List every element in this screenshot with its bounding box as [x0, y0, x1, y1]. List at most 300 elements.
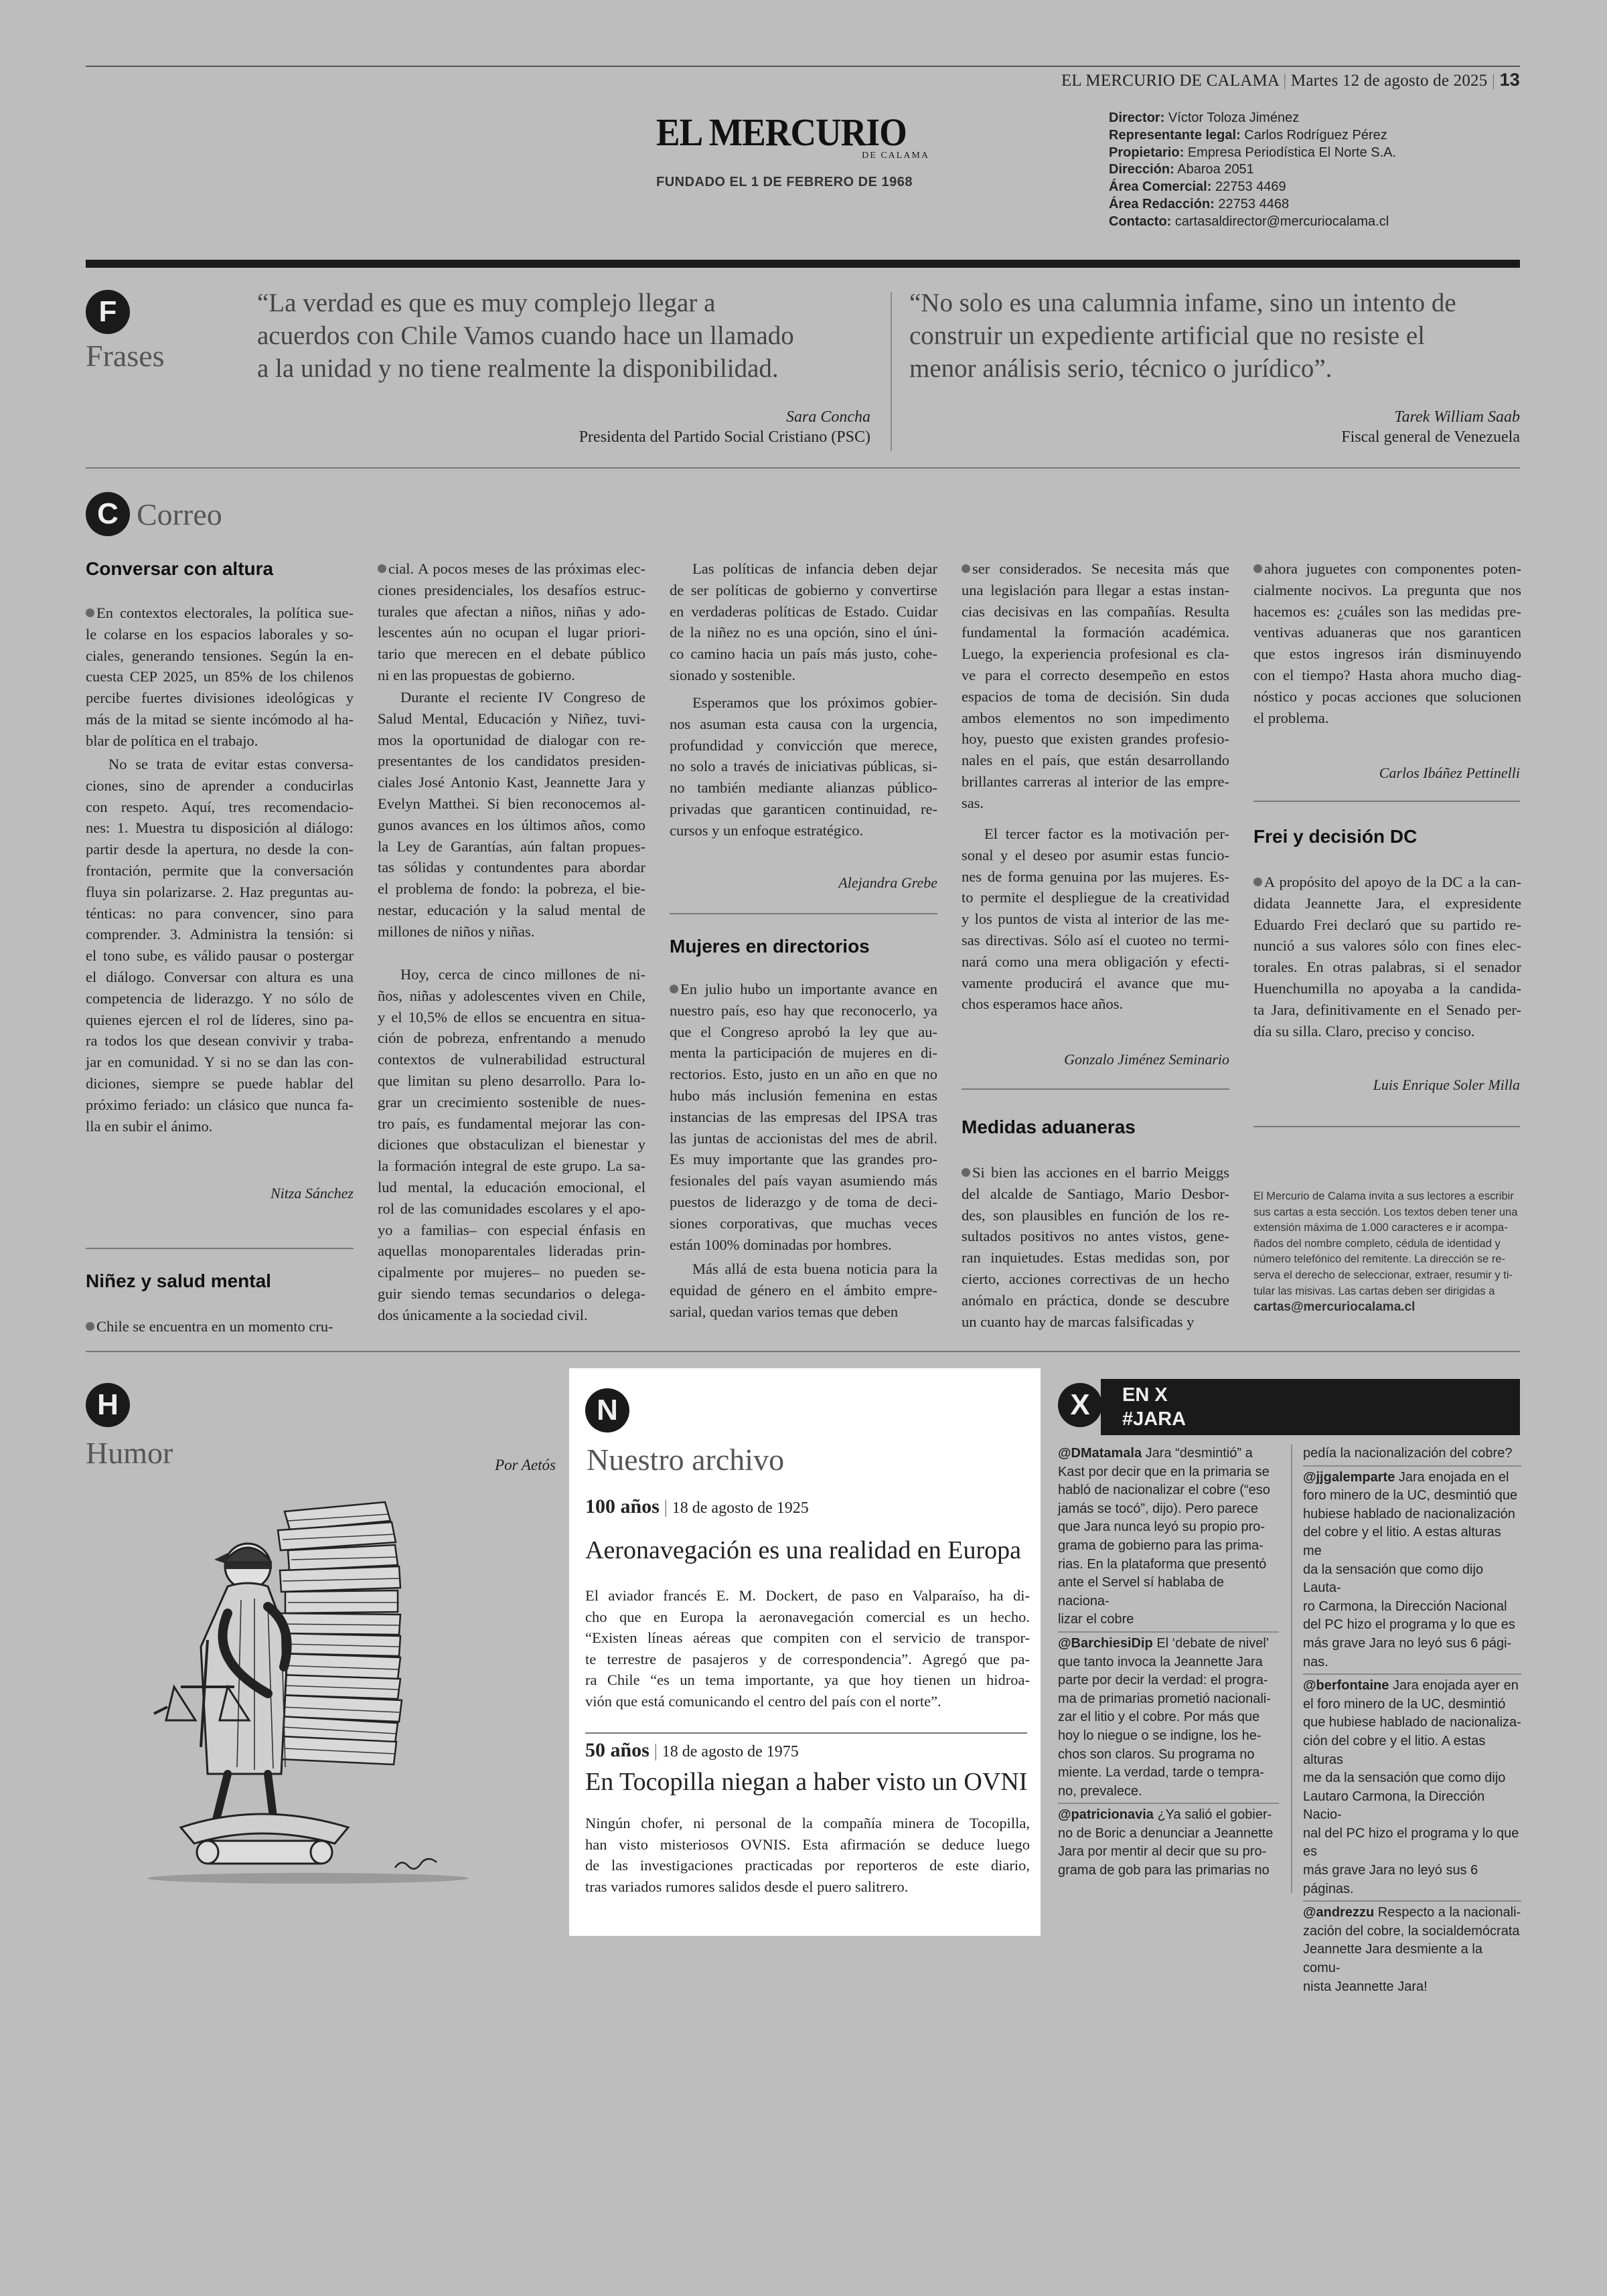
text-line: En julio hubo un importante avance en: [670, 979, 937, 1000]
x-title: [1122, 1383, 1186, 1431]
letter-body: [962, 823, 1229, 1015]
text-line: fundamental la formación académica.: [962, 624, 1229, 641]
text-line: que estos ingresos irán disminuyendo: [1253, 645, 1521, 663]
bullet-dot-icon: [670, 985, 678, 993]
x-posts-right: [1303, 1445, 1521, 1996]
bullet-dot-icon: [962, 1168, 970, 1177]
running-paper: EL MERCURIO DE CALAMA: [1061, 72, 1279, 90]
text-line: más de la mitad se siente incómodo al ha-: [86, 710, 354, 728]
archive-item-1-title: Aeronavegación es una realidad en Europa: [585, 1536, 1021, 1564]
correo-label: Correo: [137, 497, 222, 531]
bullet-dot-icon: [1253, 878, 1262, 886]
text-line: competencia de liderazgo. Y no sólo de: [86, 989, 354, 1007]
text-line: presentantes de los candidatos presiden-: [378, 752, 645, 770]
text-line: con el tiempo? Hasta ahora mucho diag-: [1253, 666, 1521, 683]
text-line: ciales, generando tensiones. Según la en-: [86, 647, 354, 664]
archive-label: Nuestro archivo: [587, 1443, 785, 1477]
x-handle-link[interactable]: @patricionavia: [1058, 1807, 1158, 1823]
quote-line: acuerdos con Chile Vamos cuando hace un llamado: [257, 321, 794, 350]
x-title-line-2: #JARA: [1122, 1408, 1187, 1430]
running-separator: |: [1283, 72, 1287, 90]
x-divider: [1291, 1445, 1292, 1893]
letter-heading-mujeres: Mujeres en directorios: [670, 936, 870, 957]
letter-separator: [86, 1248, 354, 1249]
archive-line: te terrestre de pasajeros y de correspondencia”. Agregó que pa-: [585, 1650, 1030, 1667]
text-line: nóstico y pocas acciones que solucionen: [1253, 687, 1521, 705]
text-line: quienes ejercen el rol de líderes, sino pa-: [86, 1011, 354, 1028]
x-post-line: nal del PC hizo el programa y lo que es: [1303, 1825, 1519, 1860]
x-post: [1303, 1904, 1521, 1996]
letter-body: [670, 1258, 937, 1322]
top-rule: [86, 66, 1520, 67]
text-line: siones corporativas, que muchas veces: [670, 1214, 937, 1232]
x-post: [1303, 1445, 1521, 1463]
x-post-line: da la sensación que como dijo Lauta-: [1303, 1562, 1484, 1596]
x-post-line: pedía la nacionalización del cobre?: [1303, 1446, 1513, 1461]
staff-email[interactable]: cartasaldirector@mercuriocalama.cl: [1174, 214, 1389, 229]
text-line: sas directivas. Sólo así el cuoteo no termi-: [962, 931, 1229, 949]
x-post-line: hoy lo niegue o se indigne, los he-: [1058, 1728, 1261, 1743]
archive-item-2-header: [585, 1739, 799, 1762]
text-line: mos la oportunidad de dialogar con re-: [378, 731, 645, 748]
x-post: [1303, 1677, 1521, 1898]
text-line: partir desde la apertura, no desde la con-: [86, 841, 354, 858]
notice-line: ñados del nombre completo, cédula de identidad y: [1253, 1237, 1501, 1250]
text-line: el problema.: [1253, 709, 1329, 726]
letter-body: [86, 1316, 354, 1337]
text-line: ténticas: no para convencer, sino para: [86, 904, 354, 922]
humor-label: Humor: [86, 1436, 173, 1470]
x-post-line: el foro minero de la UC, desmintió: [1303, 1696, 1506, 1712]
text-line: nes de forma genuina por las mujeres. Es-: [962, 868, 1229, 885]
cartoon-justice-illustration: [127, 1486, 475, 1894]
bullet-dot-icon: [86, 608, 94, 617]
letter-body: [670, 979, 937, 1255]
archive-line: El aviador francés E. M. Dockert, de paso en Valparaíso, ha di-: [585, 1587, 1030, 1604]
x-handle-link[interactable]: @andrezzu: [1303, 1905, 1378, 1920]
x-post: [1303, 1469, 1521, 1672]
text-line: Evelyn Matthei. Si bien reconocemos al-: [378, 795, 645, 812]
text-line: ta Jara, definitivamente en el Senado per-: [1253, 1001, 1521, 1018]
running-date: Martes 12 de agosto de 2025: [1290, 72, 1488, 90]
letter-body: [670, 558, 937, 686]
letter-separator: [670, 913, 937, 914]
x-post-line: que hubiese hablado de nacionaliza-: [1303, 1715, 1521, 1730]
letter-heading-medidas: Medidas aduaneras: [962, 1117, 1136, 1137]
text-line: ni en las propuestas de gobierno.: [378, 666, 575, 683]
x-handle-link[interactable]: @berfontaine: [1303, 1678, 1393, 1694]
text-line: nunció a sus valores sólo con fines elec-: [1253, 937, 1521, 955]
x-post-line: más grave Jara no leyó sus 6 pági-: [1303, 1635, 1512, 1651]
masthead-founded: FUNDADO EL 1 DE FEBRERO DE 1968: [656, 175, 913, 189]
x-post-line: del PC hizo el programa y lo que es: [1303, 1617, 1515, 1633]
notice-line: sus cartas a esta sección. Los textos deben tener una: [1253, 1206, 1518, 1218]
quote-line: a la unidad y no tiene realmente la disponibilidad.: [257, 354, 779, 383]
x-post-line: no, prevalece.: [1058, 1783, 1142, 1799]
staff-label: Director:: [1109, 110, 1165, 125]
text-line: Más allá de esta buena noticia para la: [692, 1260, 937, 1277]
text-line: ciones, sino de aprender a conducirlas: [86, 776, 354, 794]
text-line: y el 10,5% de ellos se encuentra en situa-: [378, 1008, 645, 1026]
staff-box: [1109, 110, 1396, 231]
text-line: sas.: [962, 794, 984, 811]
text-line: nestar, educación y la salud mental de: [378, 901, 645, 918]
x-post: [1058, 1635, 1279, 1801]
letter-heading-frei: Frei y decisión DC: [1253, 826, 1418, 847]
letter-body: [378, 964, 645, 1326]
letter-body: [378, 558, 645, 686]
text-line: fesionales del país vayan asumiendo más: [670, 1172, 937, 1190]
running-header: [1061, 70, 1520, 90]
bullet-dot-icon: [378, 564, 386, 573]
letter-body: [86, 602, 354, 752]
text-line: cialmente nocivos. La pregunta que nos: [1253, 581, 1521, 598]
text-line: En contextos electorales, la política sue-: [86, 602, 354, 624]
text-line: comprender. 3. Administra la tensión: si: [86, 926, 354, 943]
text-line: Durante el reciente IV Congreso de: [400, 689, 645, 706]
staff-value: 22753 4469: [1215, 179, 1286, 195]
text-line: la Ley de Garantías, aún faltan propues-: [378, 837, 645, 855]
text-line: día su silla. Claro, preciso y conciso.: [1253, 1022, 1475, 1040]
x-post-line: ro Carmona, la Dirección Nacional: [1303, 1598, 1507, 1614]
text-line: no solo a través de iniciativas públicas, si-: [670, 758, 937, 775]
x-handle-link[interactable]: @BarchiesiDip: [1058, 1635, 1157, 1651]
text-line: profundidad y convicción que merece,: [670, 736, 937, 754]
text-line: lescentes aún no ocupan el lugar priori-: [378, 624, 645, 641]
masthead-sub: DE CALAMA: [862, 151, 929, 161]
quote-2-author: Tarek William Saab: [1394, 408, 1520, 426]
notice-rule: [1253, 1126, 1520, 1127]
text-line: El tercer factor es la motivación per-: [984, 825, 1229, 842]
text-line: ahora juguetes con componentes poten-: [1253, 558, 1521, 580]
text-line: el diálogo. Conversar con altura es una: [86, 968, 354, 985]
text-line: cierto, acciones correctivas de un hecho: [962, 1270, 1229, 1287]
x-handle-link[interactable]: @DMatamala: [1058, 1446, 1146, 1461]
archive-line: Ningún chofer, ni personal de la compañía minera de Tocopilla,: [585, 1815, 1030, 1831]
notice-line: serva el derecho de seleccionar, extraer, resumir y ti-: [1253, 1268, 1513, 1281]
letter-body: [962, 558, 1229, 814]
text-line: un cuanto hay de marcas falsificadas y: [962, 1313, 1195, 1330]
text-line: del alcalde de Santiago, Mario Desbor-: [962, 1185, 1229, 1202]
text-line: ran inquietudes. Estas medidas son, por: [962, 1249, 1229, 1266]
staff-line: [1109, 196, 1396, 214]
quote-2: [909, 286, 1525, 385]
x-post-line: nas.: [1303, 1654, 1328, 1669]
running-separator-2: |: [1491, 72, 1496, 90]
letter-separator: [962, 1088, 1229, 1090]
archive-line: de las investigaciones practicadas por reporteros de este diario,: [585, 1857, 1030, 1874]
frases-bottom-rule: [86, 467, 1520, 469]
correo-badge: C: [86, 492, 130, 536]
text-line: tro país, es fundamental mejorar las con-: [378, 1115, 645, 1132]
archive-line: ra Chile “es un tema importante, ya que hoy tienen un hidroa-: [585, 1671, 1030, 1689]
quote-line: menor análisis serio, técnico o jurídico”.: [909, 354, 1332, 383]
letter-body: [86, 754, 354, 1137]
x-post-line: Lautaro Carmona, la Dirección Nacio-: [1303, 1789, 1485, 1823]
archive-line: vión que está comunicando el centro del país con el norte”.: [585, 1692, 941, 1710]
masthead: [656, 110, 937, 190]
x-badge: X: [1058, 1383, 1102, 1427]
text-line: chos esperamos hace años.: [962, 995, 1124, 1013]
x-post-line: jamás se tocó”, dijo). Pero parece: [1058, 1501, 1259, 1516]
staff-value: Carlos Rodríguez Pérez: [1244, 127, 1387, 143]
staff-label: Dirección:: [1109, 162, 1174, 177]
x-post-line: no de Boric a denunciar a Jeannette: [1058, 1825, 1274, 1841]
archive-item-1-body: [585, 1585, 1030, 1712]
text-line: ambos elementos no son impedimento: [962, 709, 1229, 726]
humor-byline: Por Aetós: [495, 1457, 556, 1473]
text-line: no también mediante alianzas público-: [670, 779, 937, 797]
x-post-line: @andrezzu Respecto a la nacionali-: [1303, 1905, 1521, 1920]
text-line: to permite el despliegue de la creatividad: [962, 889, 1229, 906]
x-post-line: habló de nacionalizar el cobre (“eso: [1058, 1483, 1270, 1498]
text-line: vamente producirá el avance que mu-: [962, 974, 1229, 991]
notice-line: tular las misivas. Las cartas deben ser dirigidas a: [1253, 1285, 1495, 1297]
x-post-line: Jeannette Jara desmiente a la comu-: [1303, 1942, 1482, 1976]
text-line: brillantes carreras al interior de las empre-: [962, 772, 1229, 790]
letter-signature: Luis Enrique Soler Milla: [1373, 1076, 1520, 1093]
staff-line: [1109, 110, 1396, 127]
notice-email-link[interactable]: cartas@mercuriocalama.cl: [1253, 1300, 1415, 1315]
archive-sep: |: [664, 1497, 668, 1517]
staff-line: [1109, 127, 1396, 145]
text-line: que el Congreso aprobó la ley que au-: [670, 1023, 937, 1040]
letter-body: [1253, 558, 1521, 728]
text-line: sarial, quedan varios temas que deben: [670, 1303, 899, 1320]
staff-label: Área Redacción:: [1109, 196, 1215, 212]
quote-line: “No solo es una calumnia infame, sino un intento de: [909, 289, 1456, 317]
quote-2-role: Fiscal general de Venezuela: [1341, 428, 1520, 446]
text-line: Es muy importante que las grandes pro-: [670, 1151, 937, 1168]
text-line: que limitan su pleno desarrollo. Para lo-: [378, 1072, 645, 1089]
bullet-dot-icon: [86, 1322, 94, 1331]
text-line: diciones que obstaculizan el bienestar y: [378, 1136, 645, 1153]
x-post-line: @patricionavia ¿Ya salió el gobier-: [1058, 1807, 1272, 1823]
text-line: cuesta CEP 2025, un 85% de los chilenos: [86, 668, 354, 685]
text-line: en verdaderas políticas de Estado. Cuidar: [670, 602, 937, 620]
letter-signature: Nitza Sánchez: [270, 1185, 354, 1202]
text-line: hoy, puesto que existen grandes profesio-: [962, 730, 1229, 748]
archive-sep: |: [654, 1740, 658, 1760]
x-post-line: @BarchiesiDip El ‘debate de nivel’: [1058, 1635, 1270, 1651]
text-line: puestos de liderazgo y de toma de deci-: [670, 1193, 937, 1210]
quote-1-author: Sara Concha: [786, 408, 870, 426]
text-line: las juntas de accionistas del mes de abril.: [670, 1129, 937, 1147]
text-line: blar de política en el trabajo.: [86, 732, 258, 749]
text-line: rol de las comunidades escolares y el apo-: [378, 1200, 645, 1217]
text-line: anómalo en práctica, donde se descubre: [962, 1291, 1229, 1309]
text-line: ciones presidenciales, los desafíos estruc-: [378, 581, 645, 598]
text-line: sultados positivos no antes vistos, gene-: [962, 1228, 1229, 1245]
archive-line: “Existen líneas aéreas que compiten con el servicio de transpor-: [585, 1629, 1030, 1647]
archive-date: 18 de agosto de 1975: [662, 1743, 799, 1760]
archive-line: tras variados rumores salidos desde el puero salitrero.: [585, 1878, 909, 1895]
x-post-line: rias. En la plataforma que presentó: [1058, 1556, 1267, 1572]
x-post-line: grama de gob para las primarias no: [1058, 1863, 1270, 1878]
x-posts-left: [1058, 1445, 1279, 1880]
text-line: Si bien las acciones en el barrio Meiggs: [962, 1162, 1229, 1183]
frases-badge: F: [86, 290, 130, 334]
text-line: instancias de las empresas del IPSA tras: [670, 1108, 937, 1125]
letters-notice: [1253, 1189, 1521, 1315]
notice-line: número telefónico del remitente. La dirección se re-: [1253, 1253, 1506, 1266]
text-line: dos únicamente a la sociedad civil.: [378, 1306, 588, 1323]
frases-divider: [891, 292, 892, 451]
x-post-line: zar el litio y el cobre. Por más que: [1058, 1710, 1260, 1725]
x-post-line: Jara por mentir al decir que su pro-: [1058, 1844, 1267, 1860]
text-line: ve para el correcto desempeño en estos: [962, 666, 1229, 683]
x-post-line: nista Jeannette Jara!: [1303, 1979, 1428, 1994]
text-line: nes: 1. Muestra tu disposición al diálogo:: [86, 819, 354, 837]
x-handle-link[interactable]: @jjgalemparte: [1303, 1469, 1399, 1485]
bullet-dot-icon: [962, 564, 970, 573]
archive-item-2-body: [585, 1813, 1030, 1897]
text-line: cial. A pocos meses de las próximas elec-: [378, 558, 645, 580]
staff-value: Abaroa 2051: [1177, 162, 1254, 177]
letter-signature: Alejandra Grebe: [838, 874, 937, 891]
x-title-line-1: EN X: [1122, 1384, 1168, 1406]
text-line: turales que afectan a niños, niñas y ado-: [378, 602, 645, 620]
text-line: nos asuman esta causa con la urgencia,: [670, 715, 937, 732]
text-line: torales. En otras palabras, si el senador: [1253, 959, 1521, 976]
archive-badge: N: [585, 1388, 629, 1432]
bullet-dot-icon: [1253, 564, 1262, 573]
archive-separator: [585, 1732, 1027, 1734]
letter-body: [1253, 872, 1521, 1042]
staff-value: Empresa Periodística El Norte S.A.: [1187, 145, 1397, 160]
letter-signature: Carlos Ibáñez Pettinelli: [1379, 764, 1520, 781]
text-line: jar en comunidad. Y si no se dan las con-: [86, 1054, 354, 1071]
text-line: cursos y un enfoque estratégico.: [670, 821, 864, 839]
x-post-line: Kast por decir que en la primaria se: [1058, 1464, 1270, 1479]
text-line: Hoy, cerca de cinco millones de ni-: [400, 966, 645, 983]
quote-1-role: Presidenta del Partido Social Cristiano (PSC): [579, 428, 870, 446]
x-post-line: que Jara nunca leyó su propio pro-: [1058, 1520, 1266, 1535]
text-line: aquellas monoparentales lideradas prin-: [378, 1242, 645, 1260]
text-line: hacemos es: ¿cuáles son las medidas pre-: [1253, 602, 1521, 620]
staff-label: Área Comercial:: [1109, 179, 1212, 195]
text-line: espacios de toma de decisión. Sin duda: [962, 687, 1229, 705]
archive-line: cho que en Europa la aeronavegación comercial es un hecho.: [585, 1608, 1030, 1625]
text-line: y los puntos de vista al interior de las me-: [962, 910, 1229, 928]
humor-badge: H: [86, 1383, 130, 1427]
staff-value: Víctor Toloza Jiménez: [1168, 110, 1300, 125]
text-line: Luego, la experiencia profesional es cla-: [962, 645, 1229, 663]
letter-body: [962, 1162, 1229, 1332]
archive-years: 100 años: [585, 1495, 660, 1518]
x-post-line: zación del cobre, la socialdemócrata: [1303, 1923, 1520, 1939]
x-post-line: lizar el cobre: [1058, 1612, 1134, 1627]
letter-body: [378, 687, 645, 942]
x-post-line: foro minero de la UC, desmintió que: [1303, 1488, 1518, 1503]
archive-years: 50 años: [585, 1739, 649, 1761]
staff-line: [1109, 145, 1396, 162]
archive-item-2-title: En Tocopilla niegan a haber visto un OVNI: [585, 1768, 1028, 1796]
letter-heading-ninez: Niñez y salud mental: [86, 1270, 271, 1291]
archive-date: 18 de agosto de 1925: [672, 1499, 809, 1517]
text-line: yo a familias– con especial énfasis en: [378, 1221, 645, 1238]
quote-line: “La verdad es que es muy complejo llegar a: [257, 289, 716, 317]
text-line: didata Jeannette Jara, el expresidente: [1253, 894, 1521, 912]
quote-1: [257, 286, 887, 385]
text-line: de la niñez no es una opción, sino el úni-: [670, 624, 937, 641]
text-line: Esperamos que los próximos gobier-: [692, 694, 937, 711]
quote-line: construir un expediente artificial que no resiste el: [909, 321, 1425, 350]
x-post-line: más grave Jara no leyó sus 6 páginas.: [1303, 1863, 1478, 1896]
post-separator: [1303, 1673, 1521, 1675]
text-line: con respeto. Aquí, tres recomendacio-: [86, 798, 354, 815]
staff-line: [1109, 161, 1396, 179]
text-line: fluya sin polarizarse. 2. Haz preguntas au-: [86, 883, 354, 900]
text-line: sonal y el deseo por asumir estas funcio-: [962, 846, 1229, 864]
text-line: contextos de vulnerabilidad estructural: [378, 1051, 645, 1068]
staff-value: 22753 4468: [1218, 196, 1290, 212]
text-line: nales en el país, que están desarrollando: [962, 752, 1229, 769]
text-line: des, son plausibles en función de los re-: [962, 1206, 1229, 1224]
text-line: frontación, permite que la conversación: [86, 862, 354, 879]
text-line: ciales José Antonio Kast, Jeannette Jara y: [378, 774, 645, 791]
staff-label: Propietario:: [1109, 145, 1184, 160]
text-line: privadas que garanticen continuidad, re-: [670, 800, 937, 817]
x-post-line: @DMatamala Jara “desmintió” a: [1058, 1446, 1253, 1461]
x-post-line: me da la sensación que como dijo: [1303, 1771, 1506, 1786]
text-line: millones de niños y niñas.: [378, 922, 535, 940]
staff-line: [1109, 214, 1396, 231]
x-post-line: grama de gobierno para las prima-: [1058, 1538, 1264, 1553]
text-line: rectorios. Esto, justo en un año en que no: [670, 1066, 937, 1083]
text-line: ventivas aduaneras que nos garanticen: [1253, 624, 1521, 641]
text-line: ción de pobreza, enfrentando a menudo: [378, 1030, 645, 1047]
text-line: Huenchumilla no apoyaba a la candida-: [1253, 979, 1521, 997]
text-line: hubo más inclusión femenina en estas: [670, 1086, 937, 1104]
text-line: de ser políticas de gobierno y convertirse: [670, 581, 937, 598]
x-post: [1058, 1806, 1279, 1880]
post-separator: [1303, 1465, 1521, 1467]
text-line: co camino hacia un país más justo, cohe-: [670, 645, 937, 663]
text-line: A propósito del apoyo de la DC a la can-: [1253, 872, 1521, 893]
staff-label: Contacto:: [1109, 214, 1172, 229]
x-post-line: hubiese hablado de nacionalización: [1303, 1506, 1515, 1522]
x-post-line: @jjgalemparte Jara enojada en el: [1303, 1469, 1509, 1485]
letter-separator: [1253, 801, 1520, 802]
text-line: le colarse en los espacios laborales y so-: [86, 625, 354, 643]
post-separator: [1303, 1900, 1521, 1902]
x-post-line: del cobre y el litio. A estas alturas me: [1303, 1525, 1501, 1558]
text-line: nará como una mera obligación y efecti-: [962, 953, 1229, 970]
correo-bottom-rule: [86, 1351, 1520, 1352]
text-line: ser considerados. Se necesita más que: [962, 558, 1229, 580]
text-line: el problema de fondo: la pobreza, el bie-: [378, 880, 645, 898]
text-line: percibe fuertes divisiones ideológicas y: [86, 689, 354, 707]
x-post-line: chos son claros. Su programa no: [1058, 1746, 1255, 1762]
letter-signature: Gonzalo Jiménez Seminario: [1064, 1051, 1229, 1068]
text-line: el tono sube, es válido pausar o postergar: [86, 947, 354, 965]
staff-label: Representante legal:: [1109, 127, 1241, 143]
text-line: grar un crecimiento sostenible de nues-: [378, 1093, 645, 1111]
text-line: Eduardo Frei declaró que su partido re-: [1253, 916, 1521, 933]
text-line: Chile se encuentra en un momento cru-: [86, 1316, 354, 1337]
text-line: ños, niñas y adolescentes viven en Chile,: [378, 987, 645, 1004]
text-line: diciones, siempre se puede hablar del: [86, 1074, 354, 1092]
text-line: No se trata de evitar estas conversa-: [108, 756, 354, 772]
text-line: menta la participación de mujeres en di-: [670, 1044, 937, 1062]
text-line: una legislación para llegar a estas instan-: [962, 581, 1229, 598]
text-line: Salud Mental, Educación y Niñez, tuvi-: [378, 710, 645, 727]
notice-line: El Mercurio de Calama invita a sus lectores a escribir: [1253, 1190, 1514, 1202]
text-line: la formación integral de este grupo. La sa-: [378, 1157, 645, 1175]
text-line: ra todos los que desean convivir y traba-: [86, 1032, 354, 1050]
x-post-line: parte por decir la verdad: el progra-: [1058, 1673, 1268, 1688]
